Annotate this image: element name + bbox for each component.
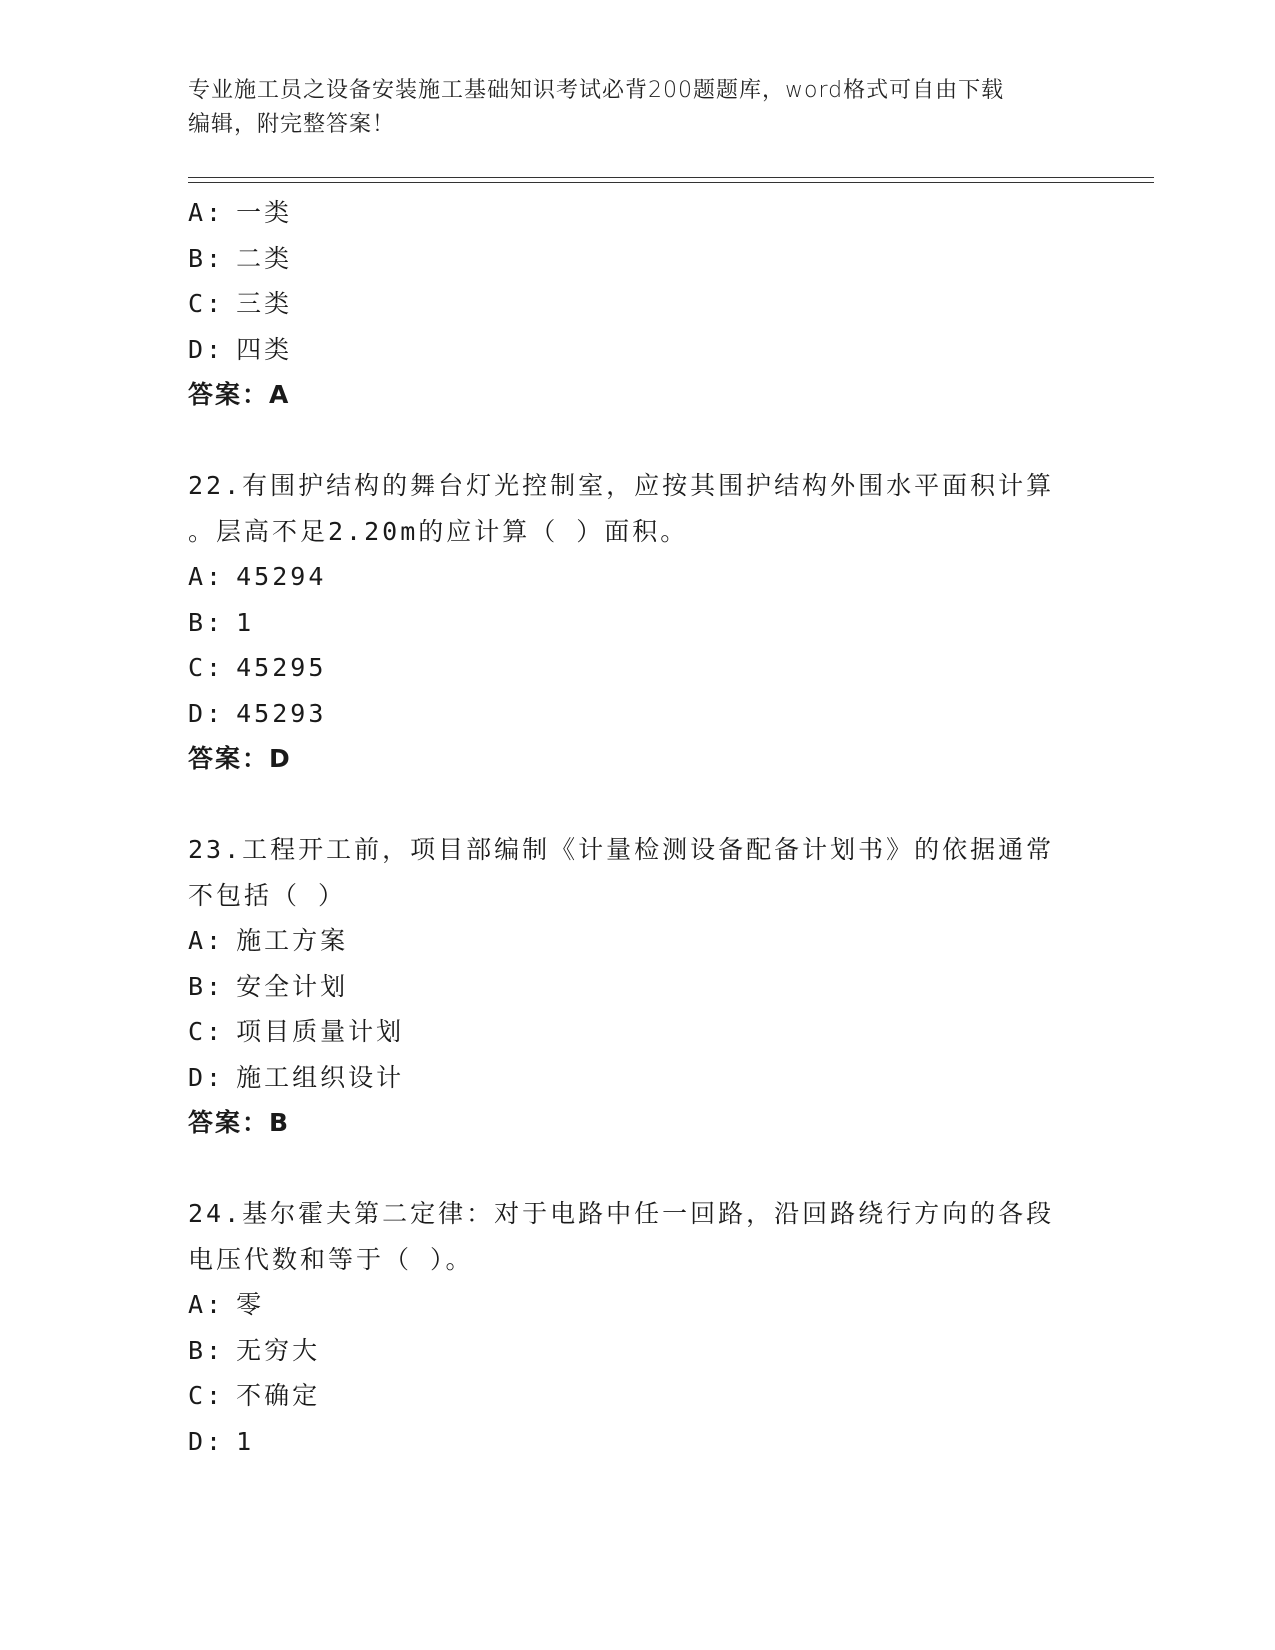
- question-block-23: [188, 827, 1088, 1146]
- option-c: C: 三类: [188, 289, 293, 318]
- option-a: A: 施工方案: [188, 926, 349, 955]
- header-line-1: 专业施工员之设备安装施工基础知识考试必背200题题库，word格式可自由下载: [188, 78, 1005, 103]
- option-d: D: 四类: [188, 334, 293, 364]
- header-line-2: 编辑，附完整答案！: [188, 112, 396, 137]
- option-b: B: 安全计划: [188, 971, 349, 1001]
- option-b: B: 二类: [188, 243, 293, 273]
- question-text-line-1: 24.基尔霍夫第二定律：对于电路中任一回路，沿回路绕行方向的各段: [188, 1199, 1055, 1228]
- option-c: C: 45295: [188, 653, 327, 682]
- answer-line: 答案：B: [188, 1108, 291, 1137]
- option-d: D: 45293: [188, 698, 327, 728]
- answer-line: 答案：D: [188, 744, 292, 773]
- question-text-line-2: 。层高不足2.20m的应计算（ ）面积。: [188, 516, 689, 546]
- answer-line: 答案：A: [188, 380, 291, 409]
- option-a: A: 零: [188, 1290, 265, 1319]
- option-a: A: 45294: [188, 562, 327, 591]
- option-c: C: 项目质量计划: [188, 1017, 405, 1046]
- option-d: D: 施工组织设计: [188, 1062, 405, 1092]
- question-block-22: [188, 463, 1088, 782]
- question-block-21: [188, 190, 1088, 418]
- option-a: A: 一类: [188, 198, 293, 227]
- header-divider-top: [188, 177, 1154, 178]
- option-c: C: 不确定: [188, 1381, 321, 1410]
- question-block-24: [188, 1191, 1088, 1464]
- question-list: [188, 190, 1088, 1464]
- option-d: D: 1: [188, 1426, 255, 1456]
- question-text-line-2: 电压代数和等于（ ）。: [188, 1244, 474, 1274]
- option-b: B: 无穷大: [188, 1335, 321, 1365]
- question-text-line-1: 22.有围护结构的舞台灯光控制室，应按其围护结构外围水平面积计算: [188, 471, 1055, 500]
- option-b: B: 1: [188, 607, 255, 637]
- question-text-line-2: 不包括（ ）: [188, 880, 347, 910]
- question-text-line-1: 23.工程开工前，项目部编制《计量检测设备配备计划书》的依据通常: [188, 835, 1055, 864]
- document-header: [188, 74, 1068, 142]
- header-divider-bottom: [188, 182, 1154, 183]
